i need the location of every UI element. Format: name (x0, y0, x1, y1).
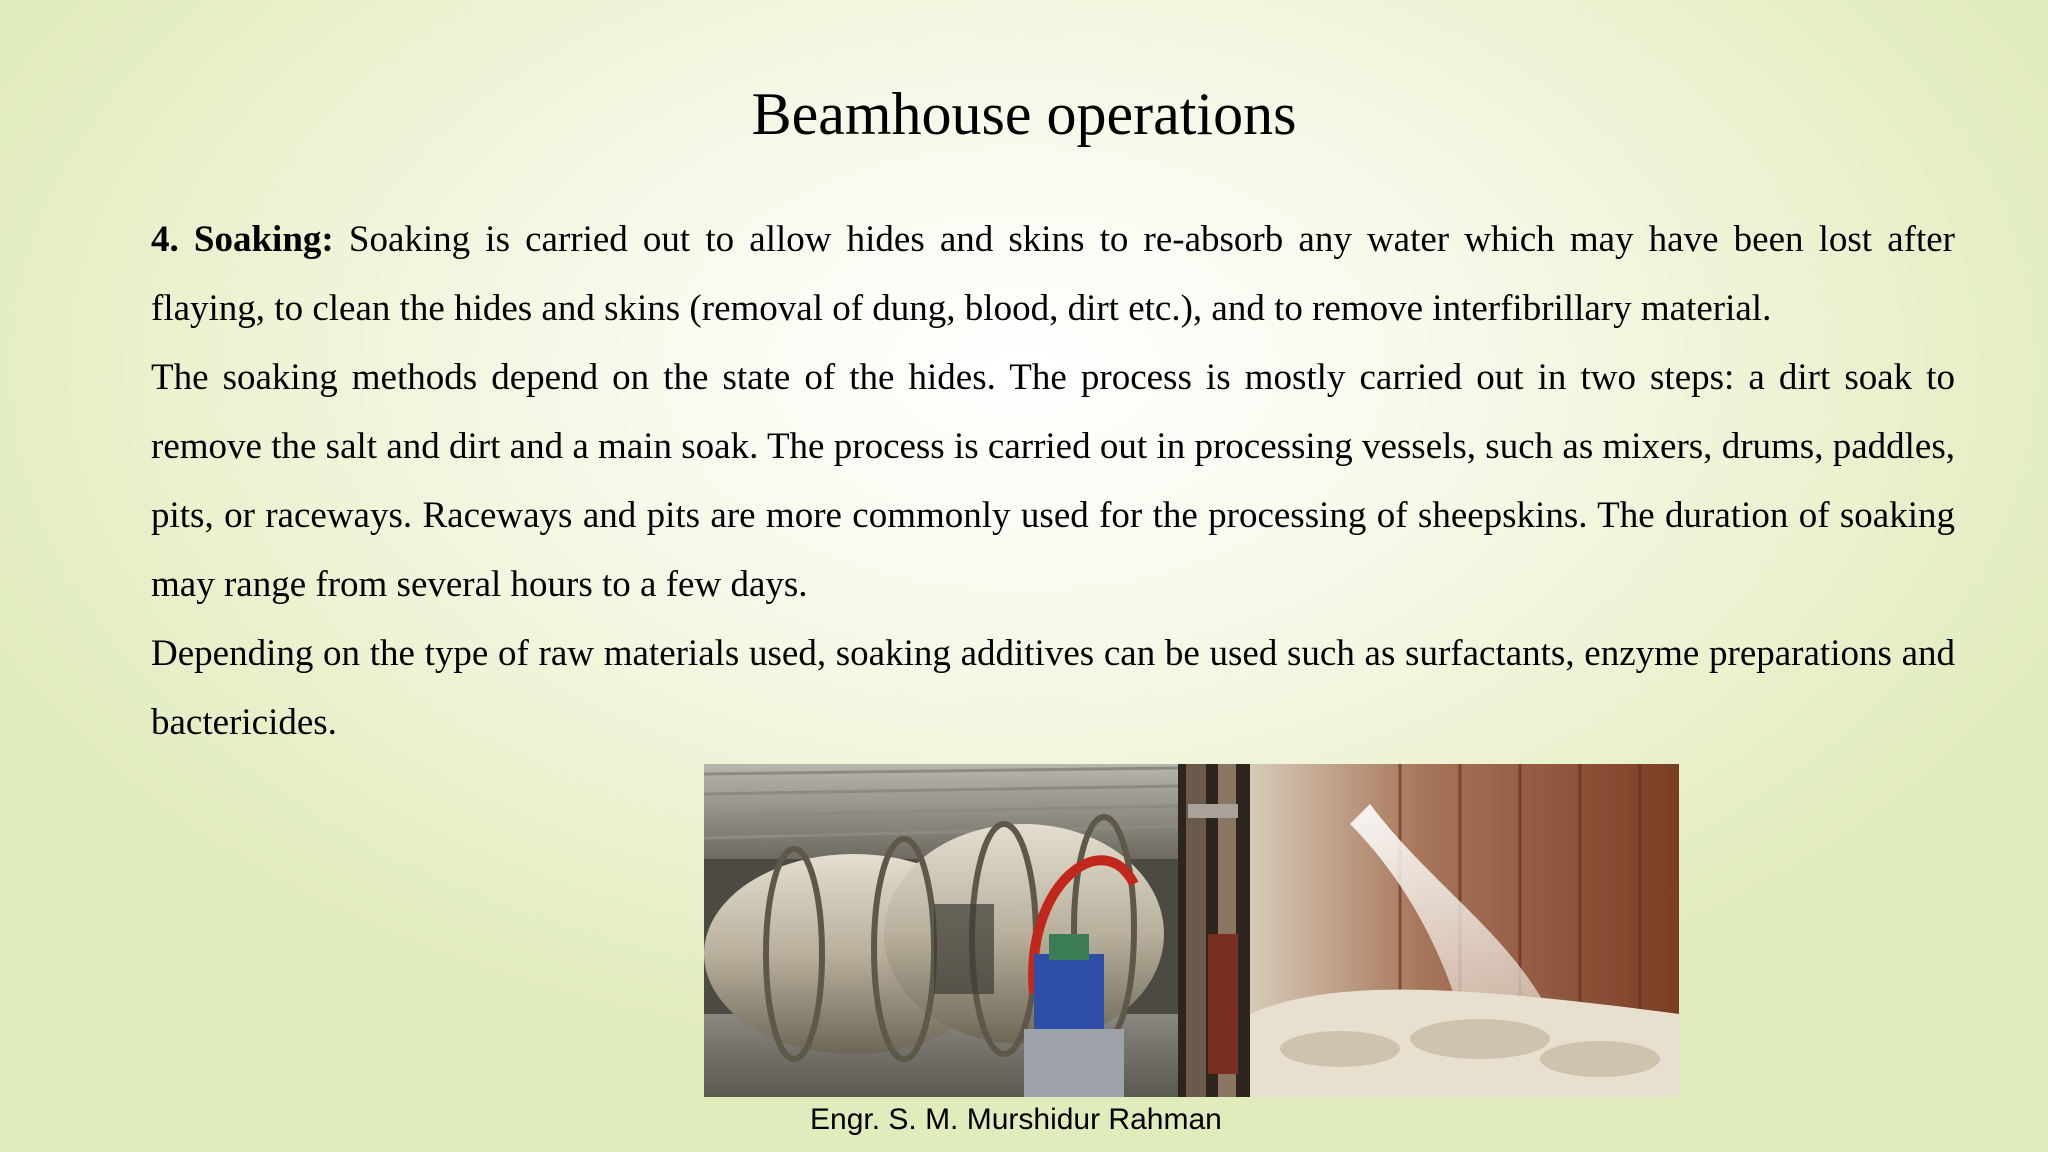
paragraph-methods: The soaking methods depend on the state of the hides. The process is mostly carried out in two steps: a dirt soak to remove the salt and dirt and a main soak. The process is carried out in processing vessels, such as mixers, drums, paddles, pits, or raceways. Raceways and pits are more commonly used for the processing of sheepskins. The duration of soaking may range from several hours to a few days. (151, 357, 1955, 605)
slide-body (151, 205, 1955, 757)
paragraph-text: Soaking is carried out to allow hides and skins to re-absorb any water which may have been lost after flaying, to clean the hides and skins (removal of dung, blood, dirt etc.), and to remove interfibrillary material. (151, 219, 1955, 329)
hydraulic-press-photo (1178, 764, 1250, 1097)
paragraph-soaking (151, 205, 1955, 343)
paragraph-additives: Depending on the type of raw materials used, soaking additives can be used such as surfactants, enzyme preparations and bactericides. (151, 633, 1955, 743)
drum-unloading-photo (1250, 764, 1679, 1097)
processing-drums-photo (704, 764, 1178, 1097)
photo-strip (704, 764, 1679, 1097)
author-credit: Engr. S. M. Murshidur Rahman (810, 1103, 1222, 1136)
section-heading: 4. Soaking: (151, 219, 334, 260)
slide-title: Beamhouse operations (751, 81, 1297, 147)
